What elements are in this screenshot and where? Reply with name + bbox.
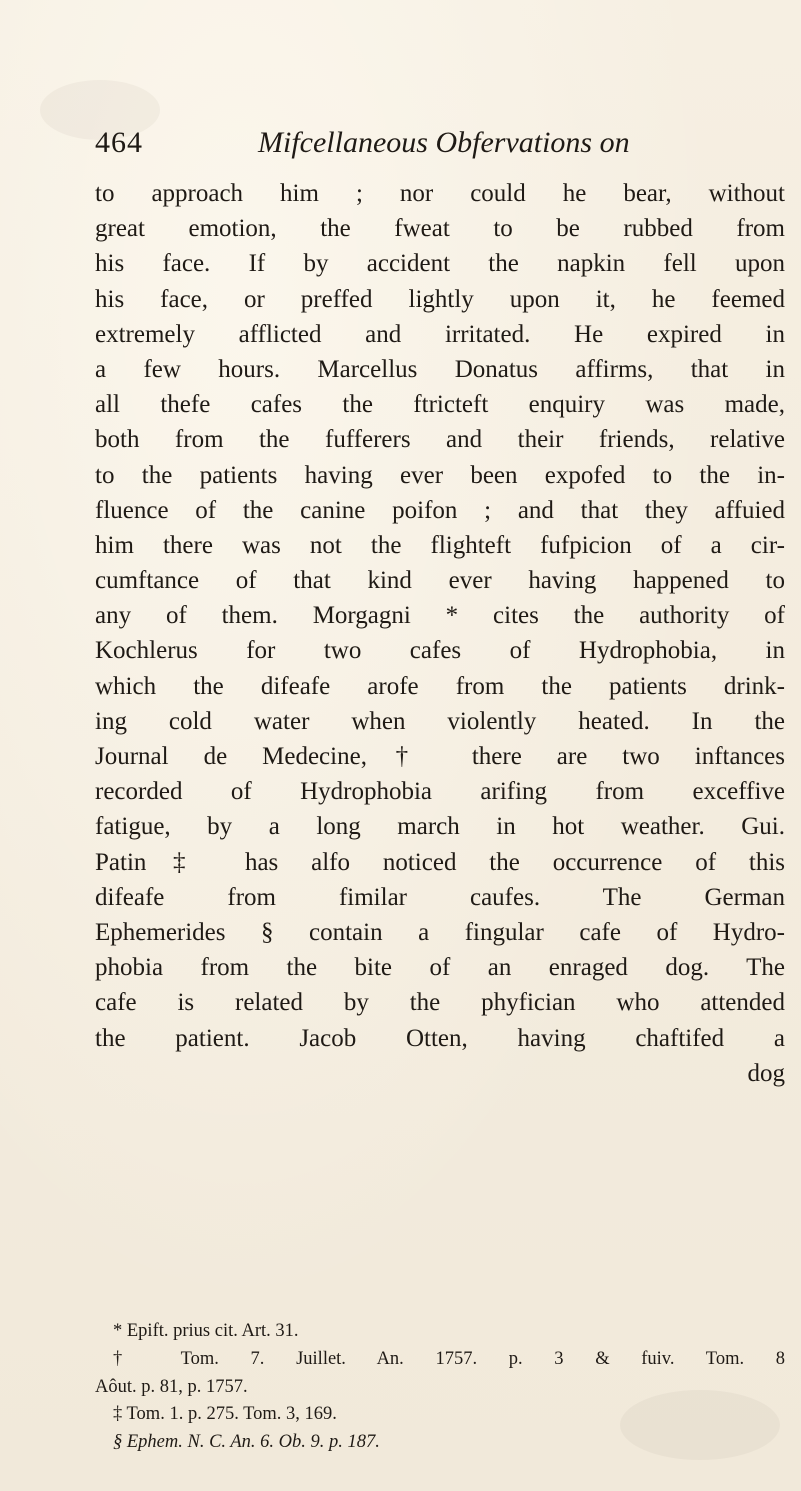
text-line: Ephemerides § contain a fingular cafe of Hydro- (95, 918, 785, 946)
text-line: all thefe cafes the ftricteft enquiry was made, (95, 391, 785, 419)
running-title: Mifcellaneous Obfervations on (258, 126, 630, 159)
text-line: recorded of Hydrophobia arifing from exceffive (95, 778, 785, 806)
text-line: phobia from the bite of an enraged dog. The (95, 954, 785, 982)
text-line: the patient. Jacob Otten, having chaftifed a (95, 1024, 785, 1052)
text-line: difeafe from fimilar caufes. The German (95, 883, 785, 911)
text-line: fluence of the canine poifon ; and that they affuied (95, 496, 785, 524)
text-line: cafe is related by the phyfician who attended (95, 989, 785, 1017)
text-line: great emotion, the fweat to be rubbed from (95, 215, 785, 243)
text-line: cumftance of that kind ever having happened to (95, 567, 785, 595)
footnote: § Ephem. N. C. An. 6. Ob. 9. p. 187. (113, 1432, 380, 1453)
catchword: dog (747, 1059, 785, 1087)
body-text (95, 176, 785, 1091)
text-line: which the difeafe arofe from the patients drink- (95, 672, 785, 700)
footnote: † Tom. 7. Juillet. An. 1757. p. 3 & fuiv. Tom. 8 (113, 1348, 785, 1369)
footnote: ‡ Tom. 1. p. 275. Tom. 3, 169. (113, 1404, 337, 1425)
text-line: him there was not the flighteft fufpicion of a cir- (95, 531, 785, 559)
text-line: his face. If by accident the napkin fell upon (95, 250, 785, 278)
text-line: a few hours. Marcellus Donatus affirms, that in (95, 355, 785, 383)
footnote: * Epift. prius cit. Art. 31. (113, 1321, 299, 1341)
text-line: to approach him ; nor could he bear, without (95, 180, 785, 207)
text-line: Kochlerus for two cafes of Hydrophobia, in (95, 637, 785, 665)
text-line: fatigue, by a long march in hot weather. Gui. (95, 813, 785, 841)
text-line: both from the fufferers and their friends, relative (95, 426, 785, 454)
page-header (95, 126, 715, 166)
page-number: 464 (95, 126, 143, 159)
text-line: any of them. Morgagni * cites the authority of (95, 602, 785, 630)
footnotes (95, 1318, 785, 1457)
footnote-continuation: Aôut. p. 81, p. 1757. (95, 1376, 248, 1397)
text-line: his face, or preffed lightly upon it, he feemed (95, 285, 785, 313)
text-line: extremely afflicted and irritated. He expired in (95, 320, 785, 348)
text-line: Patin‡ has alfo noticed the occurrence of this (95, 848, 785, 876)
text-line: ing cold water when violently heated. In the (95, 707, 785, 735)
text-line: to the patients having ever been expofed to the in- (95, 461, 785, 489)
text-line: Journal de Medecine,† there are two inftances (95, 743, 785, 770)
